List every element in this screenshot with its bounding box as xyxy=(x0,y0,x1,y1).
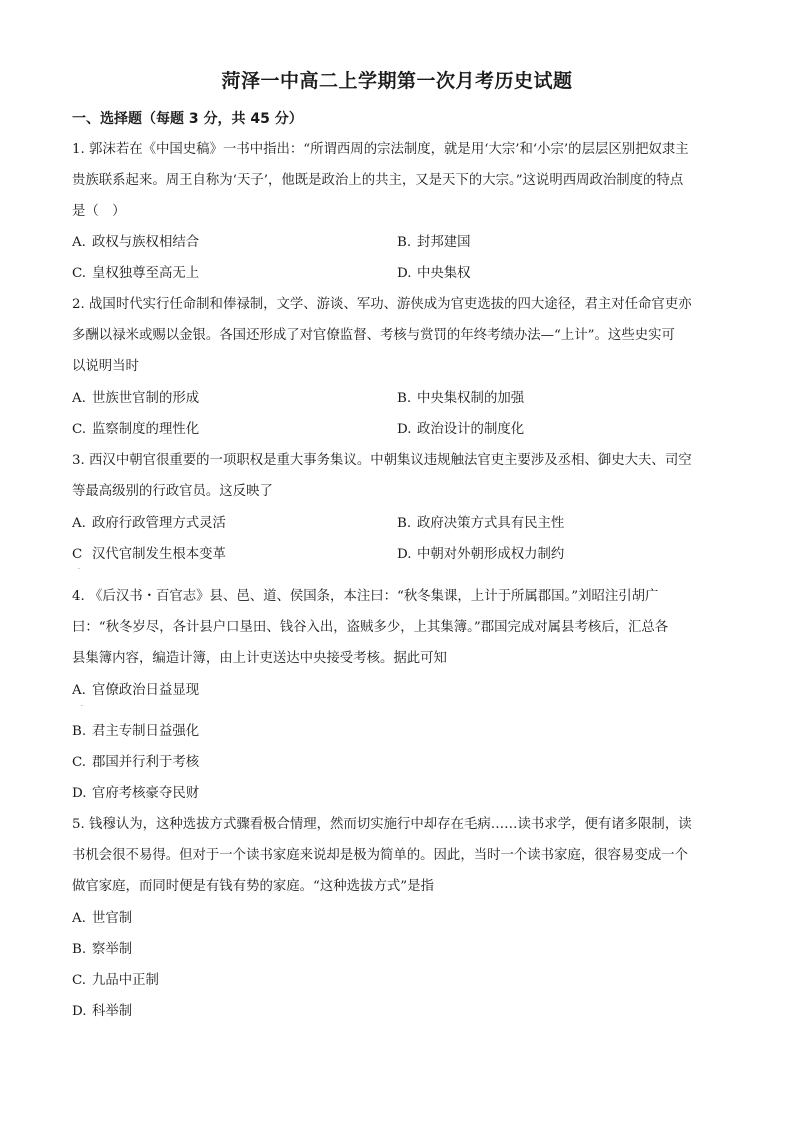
option-text: 封邦建国 xyxy=(417,235,471,250)
option-text: 中央集权 xyxy=(417,266,471,281)
question-2-line-1: 2. 战国时代实行任命制和俸禄制，文学、游谈、军功、游侠成为官吏选拔的四大途径，君主对任命官吏亦 xyxy=(72,297,692,312)
scan-speck: · xyxy=(81,703,83,710)
question-5-line-2: 书机会很不易得。但对于一个读书家庭来说却是极为简单的。因此，当时一个读书家庭，很容易变成一个 xyxy=(72,848,688,863)
option-text: 政治设计的制度化 xyxy=(417,422,525,437)
option-letter: C xyxy=(72,547,83,562)
option-text: 官府考核豪夺民财 xyxy=(92,786,200,801)
question-4-option-d xyxy=(72,785,199,803)
question-1-line-1: 1. 郭沫若在《中国史稿》一书中指出：“所谓西周的宗法制度，就是用‘大宗’和‘小宗’的层层区别把奴隶主 xyxy=(72,142,689,157)
question-4-line-3: 县集簿内容，编造计簿，由上计吏送达中央接受考核。据此可知 xyxy=(72,651,447,666)
question-2-line-3: 以说明当时 xyxy=(72,359,139,374)
option-text: 政权与族权相结合 xyxy=(92,235,200,250)
question-5-option-d xyxy=(72,1003,132,1021)
option-letter: A. xyxy=(72,683,86,698)
question-5-line-1: 5. 钱穆认为，这种选拔方式骤看极合情理，然而切实施行中却存在毛病……读书求学，便有诸多限制，读 xyxy=(72,817,692,832)
question-5-option-b xyxy=(72,941,132,959)
option-text: 世族世官制的形成 xyxy=(92,391,200,406)
option-letter: C. xyxy=(72,755,87,770)
option-text: 中朝对外朝形成权力制约 xyxy=(417,547,565,562)
question-2-option-a xyxy=(72,390,199,408)
option-text: 世官制 xyxy=(92,911,133,926)
option-letter: B. xyxy=(72,724,87,739)
option-text: 中央集权制的加强 xyxy=(417,391,525,406)
question-3-option-c xyxy=(72,546,226,564)
question-1-line-3: 是（ ） xyxy=(72,204,126,219)
option-letter: B. xyxy=(397,516,412,531)
question-2-option-d xyxy=(397,421,524,439)
option-letter: D. xyxy=(397,422,412,437)
option-text: 政府决策方式具有民主性 xyxy=(417,516,565,531)
option-letter: D. xyxy=(72,786,87,801)
option-text: 郡国并行利于考核 xyxy=(92,755,200,770)
question-4-line-2: 曰：“秋冬岁尽，各计县户口垦田、钱谷入出，盗贼多少，上其集簿。”郡国完成对属县考核后，汇总各 xyxy=(72,620,669,635)
question-5-option-c xyxy=(72,972,159,990)
question-1-option-c xyxy=(72,265,199,283)
option-letter: D. xyxy=(397,266,412,281)
option-letter: A. xyxy=(72,516,86,531)
option-letter: A. xyxy=(72,391,86,406)
option-text: 汉代官制发生根本变革 xyxy=(92,547,226,562)
question-3-line-2: 等最高级别的行政官员。这反映了 xyxy=(72,484,273,499)
question-1-line-2: 贵族联系起来。周王自称为‘天子’，他既是政治上的共主，又是天下的大宗。”这说明西周政治制度的特点 xyxy=(72,173,684,188)
option-letter: C. xyxy=(72,973,87,988)
option-text: 察举制 xyxy=(92,942,133,957)
option-letter: C. xyxy=(72,266,87,281)
option-letter: A. xyxy=(72,235,86,250)
section-heading: 一、选择题（每题 3 分，共 45 分） xyxy=(72,111,303,127)
option-text: 官僚政治日益显现 xyxy=(92,683,200,698)
option-letter: C. xyxy=(72,422,87,437)
question-4-line-1: 4. 《后汉书・百官志》县、邑、道、侯国条，本注曰：“秋冬集课，上计于所属郡国。”刘昭注引胡广 xyxy=(72,589,659,604)
option-text: 九品中正制 xyxy=(92,973,159,988)
option-letter: B. xyxy=(397,235,412,250)
question-5-option-a xyxy=(72,910,132,928)
question-3-option-b xyxy=(397,515,564,533)
question-4-option-c xyxy=(72,754,199,772)
question-3-option-a xyxy=(72,515,226,533)
option-text: 政府行政管理方式灵活 xyxy=(92,516,226,531)
question-2-option-c xyxy=(72,421,199,439)
question-3-line-1: 3. 西汉中朝官很重要的一项职权是重大事务集议。中朝集议违规触法官吏主要涉及丞相、御史大夫、司空 xyxy=(72,453,692,468)
option-letter: B. xyxy=(397,391,412,406)
option-letter: D. xyxy=(397,547,412,562)
exam-title: 菏泽一中高二上学期第一次月考历史试题 xyxy=(221,70,573,92)
question-2-line-2: 多酬以禄米或赐以金银。各国还形成了对官僚监督、考核与赏罚的年终考绩办法—“上计”。这些史实可 xyxy=(72,328,675,343)
question-1-option-d xyxy=(397,265,471,283)
question-4-option-a xyxy=(72,682,199,700)
question-4-option-b xyxy=(72,723,199,741)
question-1-option-b xyxy=(397,234,471,252)
option-text: 监察制度的理性化 xyxy=(92,422,200,437)
option-text: 君主专制日益强化 xyxy=(92,724,200,739)
option-letter: D. xyxy=(72,1004,87,1019)
question-3-option-d xyxy=(397,546,564,564)
option-text: 皇权独尊至高无上 xyxy=(92,266,200,281)
option-letter: B. xyxy=(72,942,87,957)
scan-speck: · xyxy=(78,566,80,573)
question-5-line-3: 做官家庭，而同时便是有钱有势的家庭。“这种选拔方式”是指 xyxy=(72,879,434,894)
option-letter: A. xyxy=(72,911,86,926)
question-2-option-b xyxy=(397,390,524,408)
option-text: 科举制 xyxy=(92,1004,133,1019)
question-1-option-a xyxy=(72,234,199,252)
